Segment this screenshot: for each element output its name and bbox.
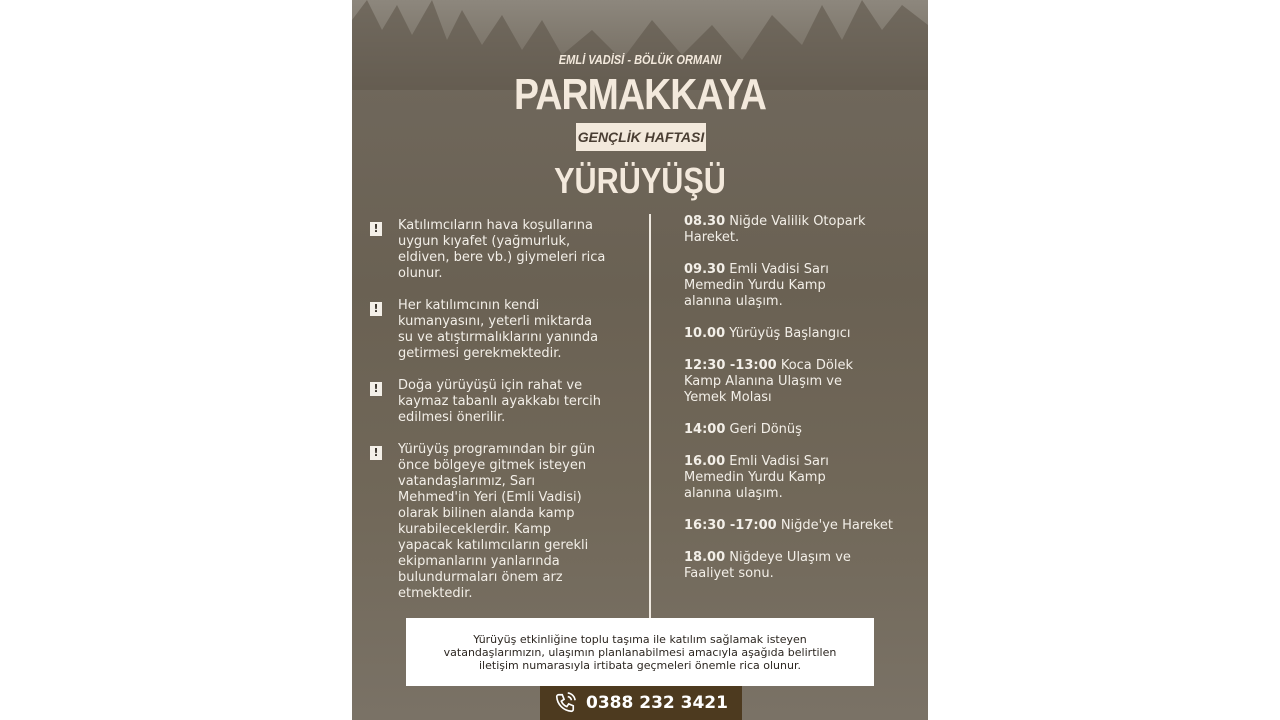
exclamation-icon: ! (370, 446, 382, 460)
transport-info-box: Yürüyüş etkinliğine toplu taşıma ile katılım sağlamak isteyen vatandaşlarımızın, ulaşımın planlanabilmesi amacıyla aşağıda belirtilen iletişim numarasıyla irtibata geçmeleri önemle rica olunur. (406, 618, 874, 686)
note-item: ! Doğa yürüyüşü için rahat ve kaymaz tabanlı ayakkabı tercih edilmesi önerilir. (370, 378, 632, 426)
note-item: ! Yürüyüş programından bir gün önce bölgeye gitmek isteyen vatandaşlarımız, Sarı Mehmed'in Yeri (Emli Vadisi) olarak bilinen alanda kamp kurabileceklerdir. Kamp yapacak katılımcıların gerekli ekipmanlarını yanlarında bulundurmaları önem arz etmektedir. (370, 442, 632, 602)
poster-title: PARMAKKAYA (514, 70, 766, 119)
youth-week-badge: GENÇLİK HAFTASI (576, 123, 706, 151)
exclamation-icon: ! (370, 222, 382, 236)
schedule-item: 12:30 -13:00 Koca Dölek Kamp Alanına Ulaşım ve Yemek Molası (684, 358, 854, 405)
schedule-item: 16.00 Emli Vadisi Sarı Memedin Yurdu Kamp alanına ulaşım. (684, 454, 829, 501)
note-item: ! Her katılımcının kendi kumanyasını, yeterli miktarda su ve atıştırmalıklarını yanında getirmesi gerekmektedir. (370, 298, 632, 362)
phone-icon (554, 692, 576, 714)
location-subtitle: EMLİ VADİSİ - BÖLÜK ORMANI (558, 52, 722, 67)
notes-list (370, 218, 632, 618)
phone-box (540, 686, 742, 720)
schedule-item: 10.00 Yürüyüş Başlangıcı (684, 326, 851, 341)
event-poster (352, 0, 928, 720)
schedule-item: 14:00 Geri Dönüş (684, 422, 802, 437)
poster-subtitle: YÜRÜYÜŞÜ (554, 160, 726, 201)
phone-number: 0388 232 3421 (586, 693, 728, 713)
schedule-list (684, 214, 904, 598)
exclamation-icon: ! (370, 382, 382, 396)
column-divider (649, 214, 651, 618)
schedule-item: 18.00 Niğdeye Ulaşım ve Faaliyet sonu. (684, 550, 851, 581)
schedule-item: 08.30 Niğde Valilik Otopark Hareket. (684, 214, 866, 245)
schedule-item: 16:30 -17:00 Niğde'ye Hareket (684, 518, 894, 533)
schedule-item: 09.30 Emli Vadisi Sarı Memedin Yurdu Kamp alanına ulaşım. (684, 262, 829, 309)
exclamation-icon: ! (370, 302, 382, 316)
note-item: ! Katılımcıların hava koşullarına uygun kıyafet (yağmurluk, eldiven, bere vb.) giymeleri rica olunur. (370, 218, 632, 282)
